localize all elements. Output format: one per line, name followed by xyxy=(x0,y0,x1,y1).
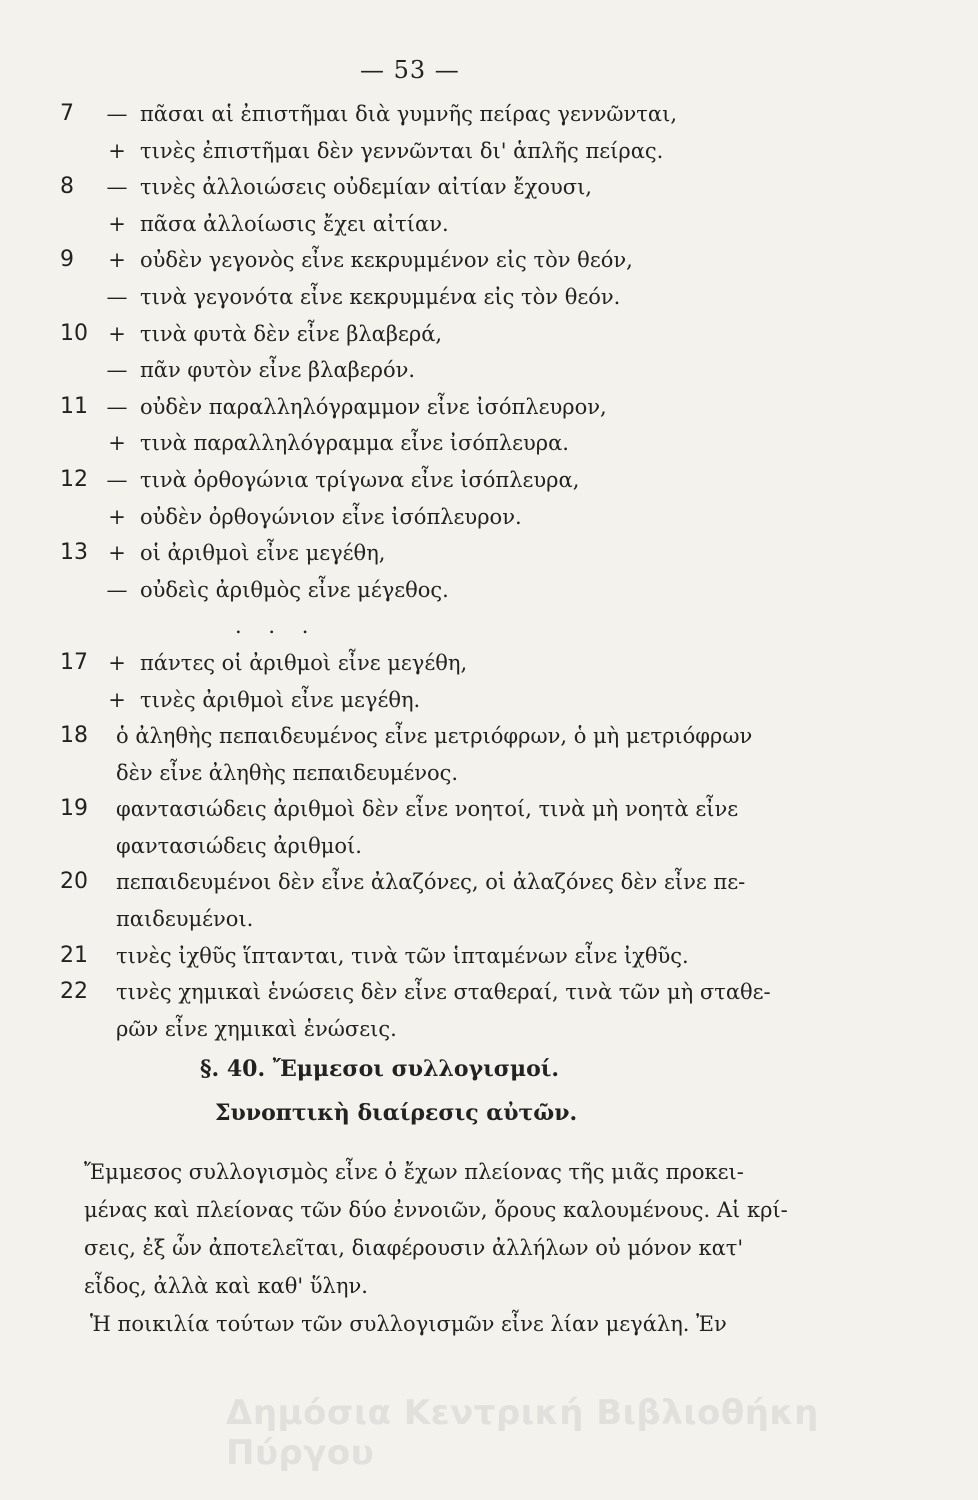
example-text: τινὲς ἀλλοιώσεις οὐδεμίαν αἰτίαν ἔχουσι, xyxy=(140,175,592,200)
paragraph-line: Ἔμμεσος συλλογισμὸς εἶνε ὁ ἔχων πλείονας τῆς μιᾶς προκει- xyxy=(84,1160,744,1184)
example-number: 17 xyxy=(60,649,88,675)
sign-marker: + xyxy=(108,321,126,346)
example-line xyxy=(60,645,950,682)
sign-marker: — xyxy=(106,284,128,309)
example-text: πᾶν φυτὸν εἶνε βλαβερόν. xyxy=(140,358,416,383)
example-text: τινὲς χημικαὶ ἑνώσεις δὲν εἶνε σταθεραί, τινὰ τῶν μὴ σταθε- xyxy=(116,980,771,1005)
example-line xyxy=(60,974,950,1011)
sign-marker: + xyxy=(108,431,126,456)
example-text: πᾶσαι αἱ ἐπιστῆμαι διὰ γυμνῆς πείρας γεννῶνται, xyxy=(140,102,677,126)
section-subheading: Συνοπτικὴ διαίρεσις αὐτῶν. xyxy=(215,1100,578,1126)
example-text: φαντασιώδεις ἀριθμοί. xyxy=(116,833,362,858)
sign-marker: — xyxy=(106,467,128,492)
example-text: πάντες οἱ ἀριθμοὶ εἶνε μεγέθη, xyxy=(140,650,468,675)
sign-marker: — xyxy=(106,577,128,602)
example-line xyxy=(60,1011,950,1048)
sign-marker: + xyxy=(108,650,126,675)
example-text: τινὰ ὀρθογώνια τρίγωνα εἶνε ἰσόπλευρα, xyxy=(140,467,580,492)
example-line xyxy=(60,133,950,170)
example-line xyxy=(60,535,950,572)
example-number: 22 xyxy=(60,979,88,1005)
sign-marker: — xyxy=(106,358,128,383)
library-watermark: Δημόσια Κεντρική Βιβλιοθήκη Πύργου xyxy=(226,1393,819,1473)
example-number: 7 xyxy=(60,101,74,126)
example-text: δὲν εἶνε ἀληθὴς πεπαιδευμένος. xyxy=(116,760,459,785)
example-text: τινὰ φυτὰ δὲν εἶνε βλαβερά, xyxy=(140,321,443,346)
sign-marker: — xyxy=(106,102,128,126)
paragraph-line: Ἡ ποικιλία τούτων τῶν συλλογισμῶν εἶνε λίαν μεγάλη. Ἐν xyxy=(90,1312,727,1336)
paragraph-line: σεις, ἐξ ὧν ἀποτελεῖται, διαφέρουσιν ἀλλήλων οὐ μόνον κατ' xyxy=(84,1236,744,1260)
example-number: 11 xyxy=(60,393,88,419)
example-text: φαντασιώδεις ἀριθμοὶ δὲν εἶνε νοητοί, τινὰ μὴ νοητὰ εἶνε xyxy=(116,797,739,822)
example-line xyxy=(60,169,950,206)
example-number: 19 xyxy=(60,796,88,822)
example-number: 9 xyxy=(60,247,74,273)
example-text: οὐδὲν παραλληλόγραμμον εἶνε ἰσόπλευρον, xyxy=(140,394,607,419)
example-line xyxy=(60,242,950,279)
example-line xyxy=(60,828,950,865)
example-text: ὁ ἀληθὴς πεπαιδευμένος εἶνε μετριόφρων, ὁ μὴ μετριόφρων xyxy=(116,724,753,749)
example-number: 13 xyxy=(60,540,88,566)
paragraph-line: μένας καὶ πλείονας τῶν δύο ἐννοιῶν, ὅρους καλουμένους. Αἱ κρί- xyxy=(84,1198,788,1222)
example-line xyxy=(60,791,950,828)
example-number: 10 xyxy=(60,320,88,346)
example-text: ρῶν εἶνε χημικαὶ ἑνώσεις. xyxy=(116,1016,397,1041)
example-line xyxy=(60,425,950,462)
example-line xyxy=(60,279,950,316)
example-line xyxy=(60,96,950,133)
example-number: 8 xyxy=(60,174,74,200)
sign-marker: + xyxy=(108,687,126,712)
example-line xyxy=(60,755,950,792)
paragraph-line: εἶδος, ἀλλὰ καὶ καθ' ὕλην. xyxy=(84,1274,368,1298)
example-line xyxy=(60,499,950,536)
example-text: τινὲς ἀριθμοὶ εἶνε μεγέθη. xyxy=(140,687,421,712)
example-text: πεπαιδευμένοι δὲν εἶνε ἀλαζόνες, οἱ ἀλαζόνες δὲν εἶνε πε- xyxy=(116,870,746,895)
example-text: τινὲς ἐπιστῆμαι δὲν γεννῶνται δι' ἁπλῆς πείρας. xyxy=(140,138,664,163)
example-line xyxy=(60,938,950,975)
sign-marker: — xyxy=(106,175,128,200)
example-number: 21 xyxy=(60,942,88,968)
example-line xyxy=(60,206,950,243)
example-text: οἱ ἀριθμοὶ εἶνε μεγέθη, xyxy=(140,541,386,566)
example-line xyxy=(60,864,950,901)
sign-marker: + xyxy=(108,504,126,529)
example-text: παιδευμένοι. xyxy=(116,907,254,932)
example-text: τινὰ παραλληλόγραμμα εἶνε ἰσόπλευρα. xyxy=(140,431,569,456)
example-text: οὐδὲν ὀρθογώνιον εἶνε ἰσόπλευρον. xyxy=(140,504,522,529)
example-text: οὐδεὶς ἀριθμὸς εἶνε μέγεθος. xyxy=(140,577,449,602)
example-text: τινὲς ἰχθῦς ἵπτανται, τινὰ τῶν ἱπταμένων εἶνε ἰχθῦς. xyxy=(116,943,689,968)
examples-list xyxy=(60,96,950,1047)
example-line xyxy=(60,901,950,938)
sign-marker: + xyxy=(108,138,126,163)
section-heading: §. 40. Ἔμμεσοι συλλογισμοί. xyxy=(200,1056,560,1082)
example-number: 12 xyxy=(60,466,88,492)
example-number: 18 xyxy=(60,723,88,749)
example-line xyxy=(60,682,950,719)
example-line xyxy=(60,389,950,426)
example-line xyxy=(60,718,950,755)
example-text: τινὰ γεγονότα εἶνε κεκρυμμένα εἰς τὸν θεόν. xyxy=(140,284,621,309)
sign-marker: + xyxy=(108,541,126,566)
sign-marker: + xyxy=(108,248,126,273)
example-text: οὐδὲν γεγονὸς εἶνε κεκρυμμένον εἰς τὸν θεόν, xyxy=(140,248,633,273)
example-line xyxy=(60,316,950,353)
example-line xyxy=(60,352,950,389)
example-line xyxy=(60,572,950,609)
sign-marker: — xyxy=(106,394,128,419)
example-line xyxy=(60,462,950,499)
example-line xyxy=(60,608,950,645)
example-number: 20 xyxy=(60,869,88,895)
example-text: πᾶσα ἀλλοίωσις ἔχει αἰτίαν. xyxy=(140,211,449,236)
ellipsis-dots: . . . xyxy=(235,614,319,639)
page-number: — 53 — xyxy=(360,56,460,84)
sign-marker: + xyxy=(108,211,126,236)
